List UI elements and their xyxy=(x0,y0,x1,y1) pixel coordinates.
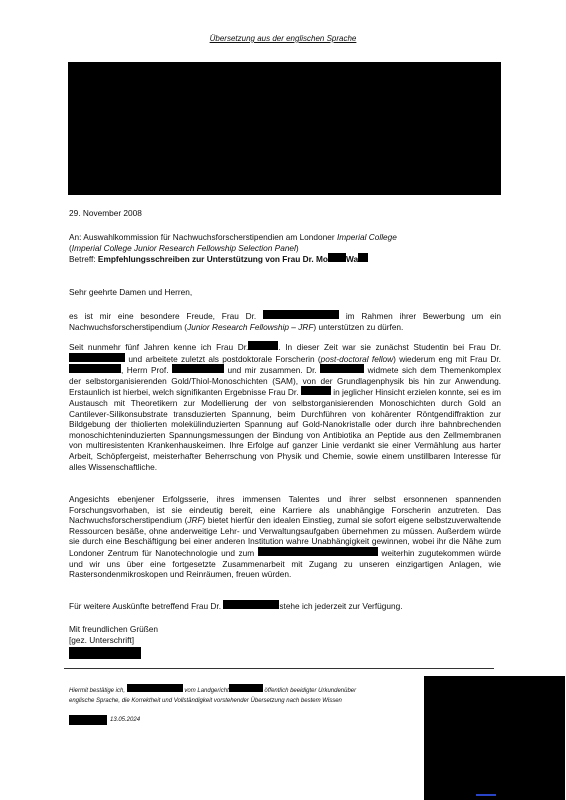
redaction-bar xyxy=(263,310,339,319)
redaction-bar xyxy=(248,341,278,350)
document-header-title: Übersetzung aus der englischen Sprache xyxy=(209,34,357,43)
letter-greeting: Sehr geehrte Damen und Herren, xyxy=(69,287,193,297)
redacted-place xyxy=(69,715,107,725)
redacted-signer-name xyxy=(69,647,141,659)
certification-line-1: Hiermit bestätige ich, vom Landgericht öffentlich beeidigter Urkundenüber xyxy=(69,684,429,696)
letter-paragraph-3: Angesichts ebenjener Erfolgsserie, ihres immensen Talentes und ihrer selbst ersonnenen spannenden Forschungsvorhaben, ist sie eindeutig bereit, eine Karriere als unabhängige Forscherin anzutreten. Das Nachwuchsforscherstipendium (JRF) bietet hierfür den idealen Einstieg, zumal sie sofort eigene selbstzuverwaltende Ressourcen besäße, ohne anderweitige Lehr- und Verwaltungsaufgaben übernehmen zu müssen. Außerdem würde sie durch eine Beschäftigung bei einer anderen Institution wahre Unabhängigkeit gewinnen, wobei ihr die Nähe zum Londoner Zentrum für Nanotechnologie und zum weiterhin zugutekommen würde und wir uns über eine fortgesetzte Zusammenarbeit mit Zugang zu unseren einzigartigen Anlagen, wie Rastersondenmikroskopen und Reinräumen, freuen würden. xyxy=(69,494,501,580)
addressee-line-2: (Imperial College Junior Research Fellowship Selection Panel) xyxy=(69,242,299,253)
translator-certification xyxy=(69,684,429,706)
redaction-bar xyxy=(320,364,364,373)
letter-paragraph-4: Für weitere Auskünfte betreffend Frau Dr. stehe ich jederzeit zur Verfügung. xyxy=(69,601,403,611)
letter-date: 29. November 2008 xyxy=(69,208,142,218)
letter-addressee xyxy=(69,232,501,265)
signature-note: [gez. Unterschrift] xyxy=(69,634,135,645)
redacted-official-stamp xyxy=(424,676,565,800)
redaction-bar xyxy=(172,364,224,373)
redacted-letterhead-block xyxy=(68,62,501,195)
letter-closing xyxy=(69,624,501,645)
certification-date: 13.05.2024 xyxy=(110,717,141,723)
closing-text: Mit freundlichen Grüßen xyxy=(69,624,159,634)
letter-paragraph-1: es ist mir eine besondere Freude, Frau Dr. im Rahmen ihrer Bewerbung um ein Nachwuchsforscherstipendium (Junior Research Fellowship – JRF) unterstützen zu dürfen. xyxy=(69,311,502,332)
stamp-edge-mark xyxy=(476,794,496,796)
redaction-bar xyxy=(69,364,121,373)
redaction-bar xyxy=(358,253,368,262)
redaction-bar xyxy=(301,386,331,395)
footer-divider xyxy=(64,668,494,669)
redaction-bar xyxy=(229,684,263,692)
redaction-bar xyxy=(328,253,346,262)
redaction-bar xyxy=(69,353,125,362)
addressee-line-1: An: Auswahlkommission für Nachwuchsforscherstipendien am Londoner Imperial College xyxy=(69,232,397,242)
redaction-bar xyxy=(127,684,183,692)
letter-subject: Betreff: Empfehlungsschreiben zur Unterstützung von Frau Dr. Mo Wa xyxy=(69,253,501,265)
redaction-bar xyxy=(223,600,279,609)
letter-paragraph-2: Seit nunmehr fünf Jahren kenne ich Frau Dr. . In dieser Zeit war sie zunächst Studentin bei Frau Dr. und arbeitete zuletzt als postdoktorale Forscherin (post-doctoral fellow) wiederum eng mit Frau Dr. , Herrn Prof. und mir zusammen. Dr. widmete sich dem Themenkomplex der selbstorganisierenden Gold/Thiol-Monoschichten (SAM), von der Grundlagenphysik bis hin zur Anwendung. Erstaunlich ist hierbei, welch signifikanten Ergebnisse Frau Dr. in jeglicher Hinsicht erzielen konnte, sei es im Austausch mit Theoretikern zur Modellierung der von selbstorganisierenden Monoschichten durch Gold an Cantilever-Silikonsubstrate transduzierten Spannung, beim Durchführen von kohärenter Röntgendiffraktion zur Bildgebung der thiolierten molekülinduzierten Spannung auf Gold-Nanokristalle oder durch ihre bahnbrechenden monoschichteninduzierten Spannungsmessungen der Bindung von Antibiotika an Peptide aus den Zellmembranen von multiresistenten Krankenhauskeimen. Ihre Erfolge auf ganzer Linie verdankt sie einer Vermählung aus harter Arbeit, Schöpfergeist, meisterhafter Beherrschung von Physik und Chemie, sowie einem unstillbaren Interesse für alles Wissenschaftliche. xyxy=(69,342,502,472)
redaction-bar xyxy=(258,547,378,556)
certification-line-2: englische Sprache, die Korrektheit und Vollständigkeit vorstehender Übersetzung nach bestem Wissen xyxy=(69,698,342,704)
